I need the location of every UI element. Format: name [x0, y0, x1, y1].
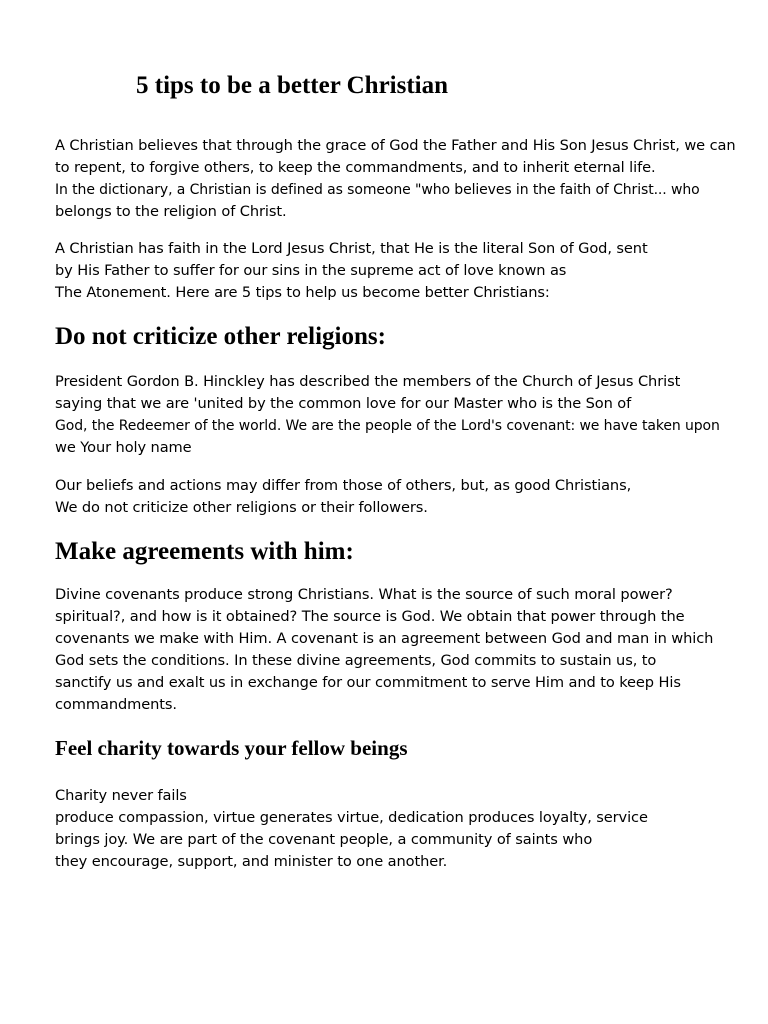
section2-paragraph-1 [55, 584, 768, 716]
section-heading-criticize: Do not criticize other religions: [55, 323, 386, 350]
intro-paragraph-2 [55, 238, 768, 304]
section1-paragraph-1 [55, 371, 768, 459]
text-line: Charity never fails [55, 787, 187, 804]
section-heading-charity: Feel charity towards your fellow beings [55, 736, 408, 760]
text-line: saying that we are 'united by the common love for our Master who is the Son of [55, 395, 632, 412]
text-line: they encourage, support, and minister to one another. [55, 853, 448, 870]
text-line: brings joy. We are part of the covenant people, a community of saints who [55, 831, 593, 848]
section3-paragraph-1 [55, 785, 768, 873]
text-line: President Gordon B. Hinckley has described the members of the Church of Jesus Christ [55, 373, 681, 390]
text-line: A Christian has faith in the Lord Jesus Christ, that He is the literal Son of God, sent [55, 240, 648, 257]
text-line: God, the Redeemer of the world. We are the people of the Lord's covenant: we have taken upon [55, 418, 720, 434]
text-line: covenants we make with Him. A covenant is an agreement between God and man in which [55, 630, 714, 647]
text-line: The Atonement. Here are 5 tips to help us become better Christians: [55, 284, 550, 301]
text-line: belongs to the religion of Christ. [55, 203, 287, 220]
text-line: In the dictionary, a Christian is defined as someone "who believes in the faith of Christ... who [55, 182, 700, 198]
text-line: by His Father to suffer for our sins in the supreme act of love known as [55, 262, 567, 279]
text-line: Our beliefs and actions may differ from those of others, but, as good Christians, [55, 477, 632, 494]
text-line: commandments. [55, 696, 177, 713]
text-line: sanctify us and exalt us in exchange for our commitment to serve Him and to keep His [55, 674, 681, 691]
text-line: spiritual?, and how is it obtained? The source is God. We obtain that power through the [55, 608, 685, 625]
text-line: produce compassion, virtue generates virtue, dedication produces loyalty, service [55, 809, 648, 826]
text-line: Divine covenants produce strong Christians. What is the source of such moral power? [55, 586, 673, 603]
text-line: We do not criticize other religions or their followers. [55, 499, 428, 516]
text-line: God sets the conditions. In these divine agreements, God commits to sustain us, to [55, 652, 657, 669]
text-line: we Your holy name [55, 439, 192, 456]
section1-paragraph-2 [55, 475, 768, 519]
intro-paragraph [55, 135, 768, 223]
page-title: 5 tips to be a better Christian [136, 72, 449, 99]
text-line: A Christian believes that through the grace of God the Father and His Son Jesus Christ, we can [55, 137, 736, 154]
section-heading-agreements: Make agreements with him: [55, 538, 354, 565]
text-line: to repent, to forgive others, to keep the commandments, and to inherit eternal life. [55, 159, 656, 176]
